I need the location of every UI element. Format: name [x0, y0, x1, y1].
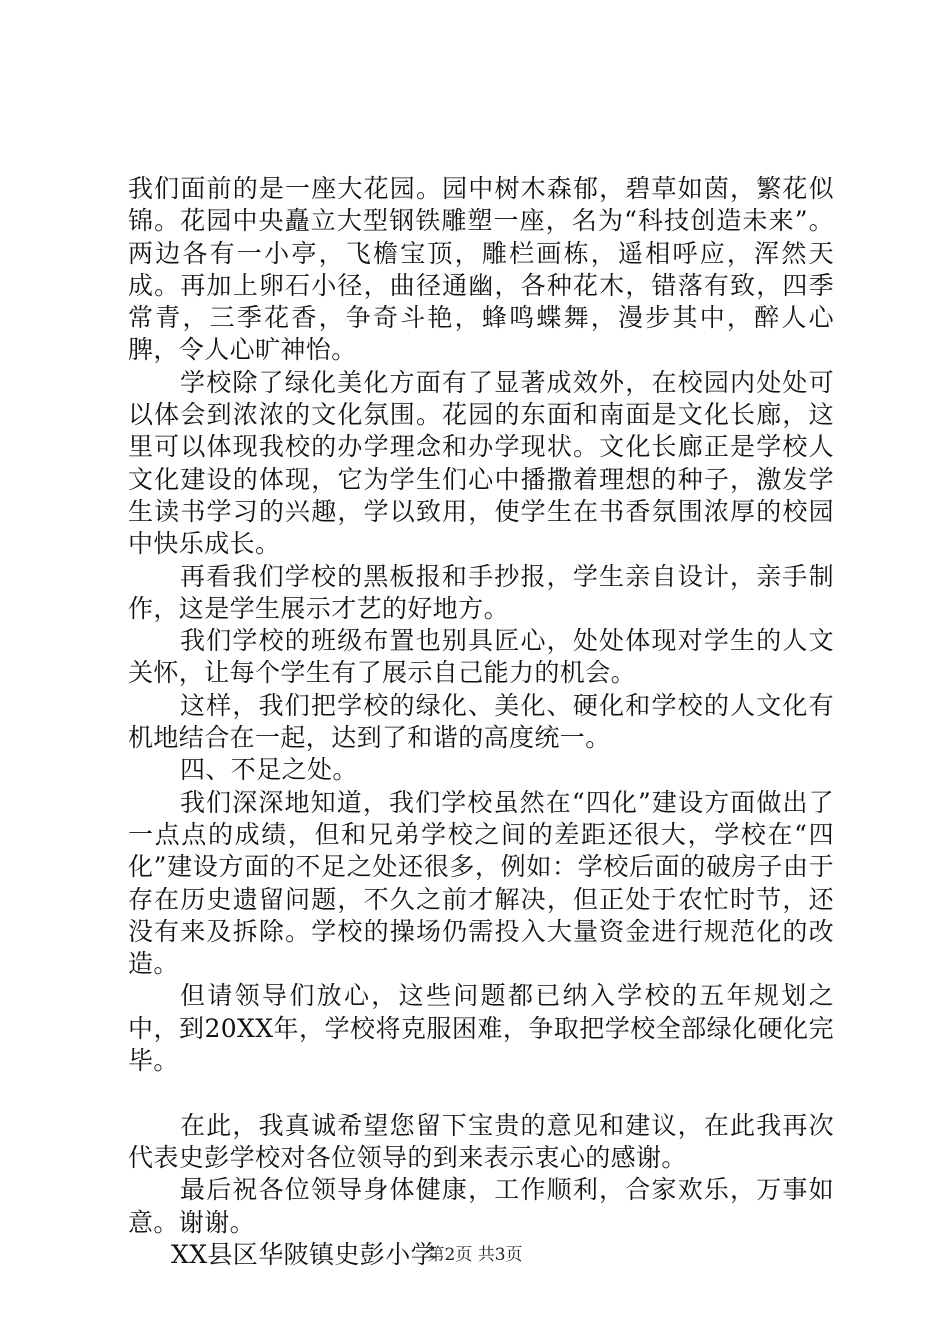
page-number-footer: 第2页 共3页	[427, 1245, 523, 1265]
paragraph-classroom: 我们学校的班级布置也别具匠心，处处体现对学生的人文关怀，让每个学生有了展示自己能力的机会。	[128, 626, 834, 688]
signature-school: XX县区华陂镇史彭小学	[171, 1239, 436, 1269]
paragraph-shortcomings: 我们深深地知道，我们学校虽然在“四化”建设方面做出了一点点的成绩，但和兄弟学校之间的差距还很大，学校在“四化”建设方面的不足之处还很多，例如：学校后面的破房子由于存在历史遗留问题，不久之前才解决，但正处于农忙时节，还没有来及拆除。学校的操场仍需投入大量资金进行规范化的改造。	[128, 787, 834, 979]
paragraph-wishes: 最后祝各位领导身体健康，工作顺利，合家欢乐，万事如意。谢谢。	[128, 1175, 834, 1237]
paragraph-summary: 这样，我们把学校的绿化、美化、硬化和学校的人文化有机地结合在一起，达到了和谐的高度统一。	[128, 690, 834, 753]
paragraph-culture: 学校除了绿化美化方面有了显著成效外，在校园内处处可以体会到浓浓的文化氛围。花园的东面和南面是文化长廊，这里可以体现我校的办学理念和办学现状。文化长廊正是学校人文化建设的体现，它为学生们心中播撒着理想的种子，激发学生读书学习的兴趣，学以致用，使学生在书香氛围浓厚的校园中快乐成长。	[128, 367, 834, 559]
paragraph-blackboard: 再看我们学校的黑板报和手抄报，学生亲自设计，亲手制作，这是学生展示才艺的好地方。	[128, 561, 834, 623]
blank-line	[128, 1077, 834, 1109]
section-heading-shortcomings: 四、不足之处。	[180, 755, 358, 785]
document-body	[128, 173, 834, 1271]
paragraph-thanks: 在此，我真诚希望您留下宝贵的意见和建议，在此我再次代表史彭学校对各位领导的到来表示衷心的感谢。	[128, 1110, 834, 1172]
paragraph-garden: 我们面前的是一座大花园。园中树木森郁，碧草如茵，繁花似锦。花园中央矗立大型钢铁雕塑一座，名为“科技创造未来”。两边各有一小亭，飞檐宝顶，雕栏画栋，遥相呼应，浑然天成。再加上卵石小径，曲径通幽，各种花木，错落有致，四季常青，三季花香，争奇斗艳，蜂鸣蝶舞，漫步其中，醉人心脾，令人心旷神怡。	[128, 174, 834, 365]
paragraph-plan: 但请领导们放心，这些问题都已纳入学校的五年规划之中，到20XX年，学校将克服困难，争取把学校全部绿化硬化完毕。	[128, 981, 834, 1076]
